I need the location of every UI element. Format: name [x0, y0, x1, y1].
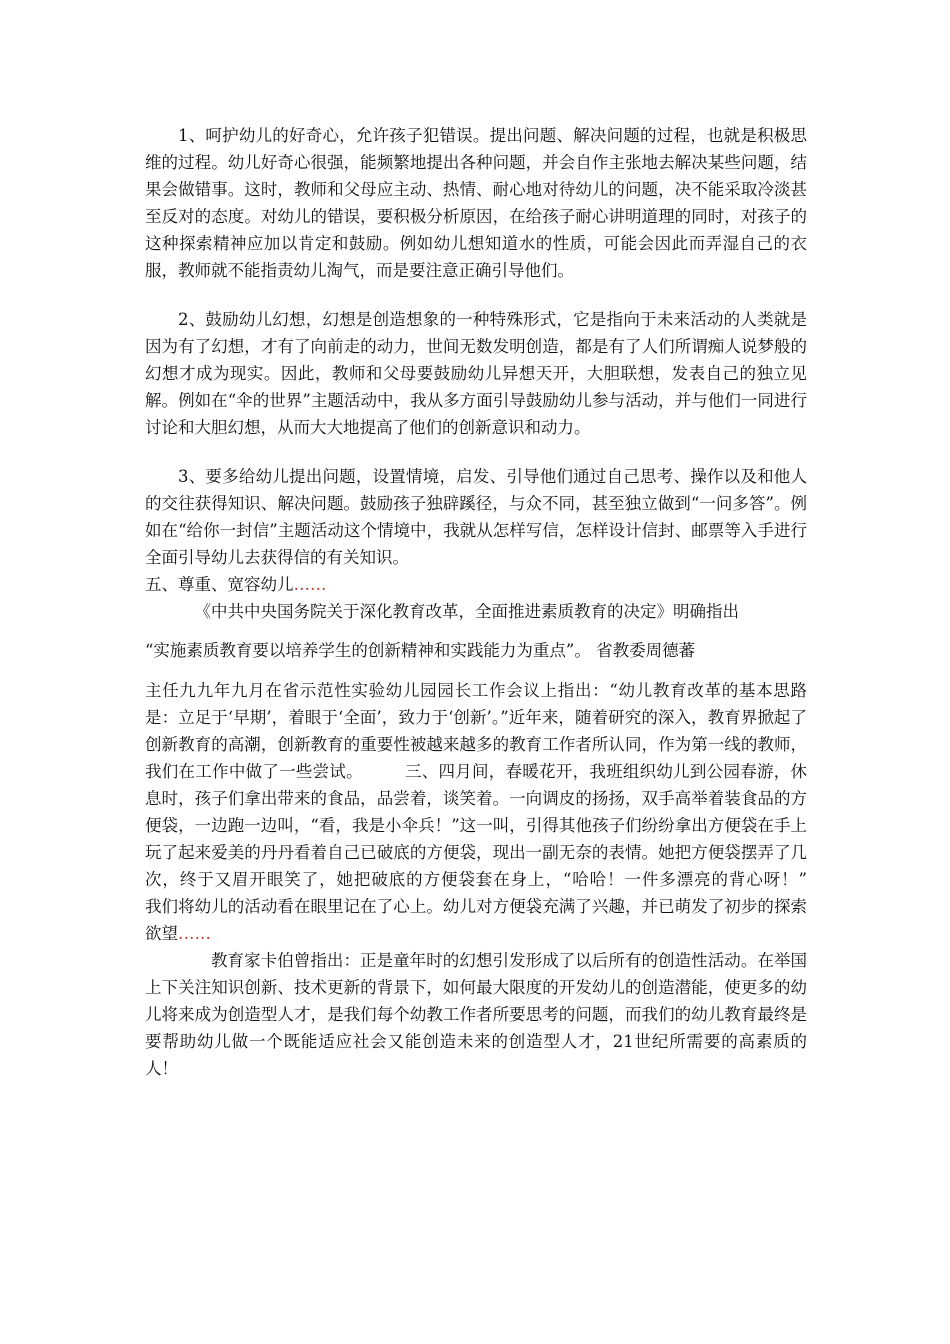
- paragraph-1: 1、呵护幼儿的好奇心，允许孩子犯错误。提出问题、解决问题的过程，也就是积极思维的过程。幼儿好奇心很强，能频繁地提出各种问题，并会自作主张地去解决某些问题，结果会做错事。这时，教师和父母应主动、热情、耐心地对待幼儿的问题，决不能采取冷淡甚至反对的态度。对幼儿的错误，要积极分析原因，在给孩子耐心讲明道理的同时，对孩子的这种探索精神应加以肯定和鼓励。例如幼儿想知道水的性质，可能会因此而弄湿自己的衣服，教师就不能指责幼儿淘气，而是要注意正确引导他们。: [145, 126, 807, 280]
- quote-line-2: “实施素质教育要以培养学生的创新精神和实践能力为重点”。 省教委周德蕃: [145, 641, 696, 660]
- quote-line-1: 《中共中央国务院关于深化教育改革，全面推进素质教育的决定》明确指出: [194, 602, 739, 621]
- document-body: [145, 122, 873, 1082]
- paragraph-4-ellipsis: ……: [178, 924, 211, 943]
- section-heading-5-ellipsis: ……: [293, 575, 327, 594]
- paragraph-2: 2、鼓励幼儿幻想，幻想是创造想象的一种特殊形式，它是指向于未来活动的人类就是因为有了幻想，才有了向前走的动力，世间无数发明创造，都是有了人们所谓痴人说梦般的幻想才成为现实。因此，教师和父母要鼓励幼儿异想天开，大胆联想，发表自己的独立见解。例如在“伞的世界”主题活动中，我从多方面引导鼓励幼儿参与活动，并与他们一同进行讨论和大胆幻想，从而大大地提高了他们的创新意识和动力。: [145, 310, 807, 437]
- paragraph-gap: [145, 441, 807, 463]
- paragraph-gap: [145, 284, 807, 306]
- section-heading-5: [145, 571, 807, 598]
- paragraph-5: 教育家卡伯曾指出：正是童年时的幻想引发形成了以后所有的创造性活动。在举国上下关注知识创新、技术更新的背景下，如何最大限度的开发幼儿的创造潜能，使更多的幼儿将来成为创造型人才，是我们每个幼教工作者所要思考的问题，而我们的幼儿教育最终是要帮助幼儿做一个既能适应社会又能创造未来的创造型人才，21世纪所需要的高素质的人！: [145, 951, 807, 1078]
- paragraph-3: 3、要多给幼儿提出问题，设置情境，启发、引导他们通过自己思考、操作以及和他人的交往获得知识、解决问题。鼓励孩子独辟蹊径，与众不同，甚至独立做到“一问多答”。例如在“给你一封信”主题活动这个情境中，我就从怎样写信，怎样设计信封、邮票等入手进行全面引导幼儿去获得信的有关知识。: [145, 467, 807, 567]
- paragraph-4-text: 主任九九年九月在省示范性实验幼儿园园长工作会议上指出：“幼儿教育改革的基本思路是：立足于‘早期’，着眼于‘全面’，致力于‘创新’。”近年来，随着研究的深入，教育界掀起了创新教育的高潮，创新教育的重要性被越来越多的教育工作者所认同，作为第一线的教师，我们在工作中做了一些尝试。 三、四月间，春暖花开，我班组织幼儿到公园春游，休息时，孩子们拿出带来的食品，品尝着，谈笑着。一向调皮的扬扬，双手高举着装食品的方便袋，一边跑一边叫，“看，我是小伞兵！”这一叫，引得其他孩子们纷纷拿出方便袋在手上玩了起来爱美的丹丹看着自己已破底的方便袋，现出一副无奈的表情。她把方便袋摆弄了几次，终于又眉开眼笑了，她把破底的方便袋套在身上，“哈哈！一件多漂亮的背心呀！” 我们将幼儿的活动看在眼里记在了心上。幼儿对方便袋充满了兴趣，并已萌发了初步的探索欲望: [145, 681, 873, 943]
- section-heading-5-text: 五、尊重、宽容幼儿: [145, 575, 294, 594]
- paragraph-4: [145, 677, 873, 947]
